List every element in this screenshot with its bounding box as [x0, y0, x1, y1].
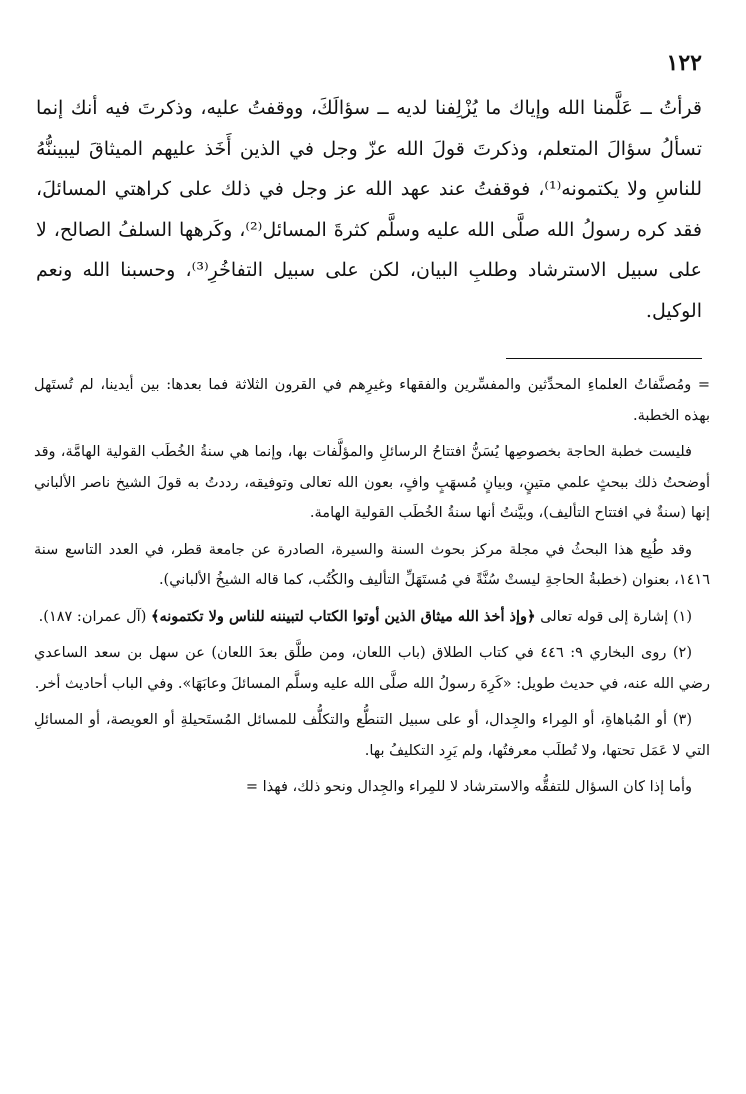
footnote-2: (٢) روى البخاري ٩: ٤٤٦ في كتاب الطلاق (باب اللعان، ومن طلَّق بعدَ اللعان) عن سهل بن سعد الساعدي رضي الله عنه، في حديث طويل: «كَرِهَ رسولُ الله صلَّى الله عليه وسلَّم المسائلَ وعابَهَا». وفي الباب أحاديث أخر.	[34, 645, 710, 692]
footnote-3-continuation: وأما إذا كان السؤال للتفقُّه والاسترشاد لا للمِراء والجِدال ونحو ذلك، فهذا =	[245, 779, 692, 795]
page-number: ١٢٢	[666, 50, 702, 76]
footnote-continuation: فليست خطبة الحاجة بخصوصِها يُسَنُّ افتتاحُ الرسائلِ والمؤلَّفات بها، وإنما هي سنةُ الخُطَب القولية الهامَّة، وقد أوضحتُ ذلك ببحثٍ علمي متينٍ، وبيانٍ مُسهَبٍ وافٍ، بعون الله تعالى وتوفيقه، رددتُ به قولَ الشيخ ناصر الألباني إنها (سنةٌ في افتتاح التأليف)، وبيَّنتُ أنها سنةُ الخُطَب القولية الهامة.	[34, 444, 710, 521]
main-paragraph: قرأتُ ــ عَلَّمنا الله وإياك ما يُزْلِفنا لديه ــ سؤالَكَ، ووقفتُ عليه، وذكرتَ فيه أنك إنما تسألُ سؤالَ المتعلم، وذكرتَ قولَ الله عزّ وجل في الذين أَخَذ عليهم الميثاقَ ليبيننُّهُ للناسِ ولا يكتمونه⁽¹⁾، فوقفتُ عند عهد الله عز وجل في ذلك على كراهتي المسائلَ، فقد كره رسولُ الله صلَّى الله عليه وسلَّم كثرةَ المسائل⁽²⁾، وكَرهها السلفُ الصالح، لا على سبيل الاسترشاد وطلبِ البيان، لكن على سبيل التفاخُرِ⁽³⁾، وحسبنا الله ونعم الوكيل.	[36, 97, 703, 322]
footnote-continuation: وقد طُبِع هذا البحثُ في مجلة مركز بحوث السنة والسيرة، الصادرة عن جامعة قطر، في العدد التاسع سنة ١٤١٦، بعنوان (خطبةُ الحاجةِ ليستْ سُنَّةً في مُستَهَلِّ التأليف والكُتُب، كما قاله الشيخُ الألباني).	[34, 541, 710, 588]
footnote-1-suffix: (آل عمران: ١٨٧).	[38, 608, 147, 625]
quran-verse: ﴿وإذ أخذ الله ميثاق الذين أوتوا الكتاب لتبيننه للناس ولا تكتمونه﴾	[150, 607, 536, 625]
footnote-continuation: = ومُصنَّفاتُ العلماءِ المحدِّثين والمفسِّرين والفقهاء وغيرِهم في القرون الثلاثة فما بعدها: بين أيدينا، لم تُستَهل بهذه الخطبة.	[34, 377, 710, 424]
main-text-block	[36, 88, 702, 331]
footnotes-block	[34, 370, 710, 809]
footnote-1	[34, 602, 710, 633]
footnote-3: (٣) أو المُباهاةِ، أو المِراء والجِدال، أو على سبيل التنطُّع والتكلُّف للمسائل المُستَحيلةِ أو العويصة، أو المسائلِ التي لا عَمَل تحتها، ولا تُطلَب معرفتُها، ولم يَرِد التكليفُ بها.	[34, 712, 710, 759]
footnote-1-prefix: (١) إشارة إلى قوله تعالى	[540, 608, 692, 625]
footnote-divider	[506, 358, 702, 359]
